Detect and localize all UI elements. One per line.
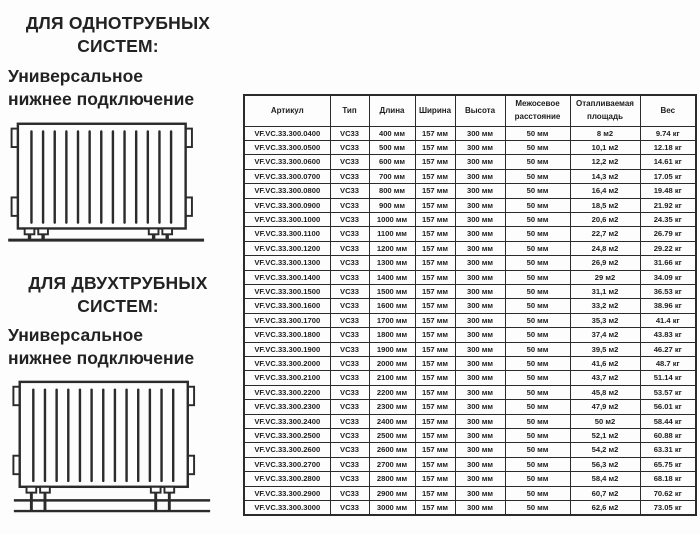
table-cell: 45,8 м2 xyxy=(570,385,640,399)
table-cell: 300 мм xyxy=(455,486,505,500)
table-cell: 3000 мм xyxy=(369,501,415,516)
table-row xyxy=(244,198,696,212)
table-cell: 300 мм xyxy=(455,256,505,270)
table-cell: 35,3 м2 xyxy=(570,313,640,327)
table-cell: VF.VC.33.300.1300 xyxy=(244,256,330,270)
table-cell: 24,8 м2 xyxy=(570,241,640,255)
table-cell: VC33 xyxy=(330,328,369,342)
table-cell: 157 мм xyxy=(415,284,455,298)
table-cell: 52,1 м2 xyxy=(570,429,640,443)
table-cell: 157 мм xyxy=(415,414,455,428)
table-cell: 300 мм xyxy=(455,241,505,255)
spec-table-head xyxy=(244,95,696,126)
table-cell: 2000 мм xyxy=(369,357,415,371)
table-cell: 53.57 кг xyxy=(640,385,696,399)
two-pipe-title-line2: СИСТЕМ: xyxy=(77,296,159,317)
table-cell: VF.VC.33.300.2100 xyxy=(244,371,330,385)
table-cell: 157 мм xyxy=(415,429,455,443)
table-cell: VF.VC.33.300.1100 xyxy=(244,227,330,241)
table-cell: 1200 мм xyxy=(369,241,415,255)
table-cell: 157 мм xyxy=(415,126,455,140)
table-cell: 37,4 м2 xyxy=(570,328,640,342)
two-pipe-section-subtitle xyxy=(8,324,236,370)
table-cell: VF.VC.33.300.1900 xyxy=(244,342,330,356)
table-row xyxy=(244,486,696,500)
table-row xyxy=(244,328,696,342)
table-cell: 300 мм xyxy=(455,212,505,226)
table-cell: VC33 xyxy=(330,184,369,198)
table-cell: 56,3 м2 xyxy=(570,457,640,471)
table-cell: 58.44 кг xyxy=(640,414,696,428)
table-cell: VF.VC.33.300.0800 xyxy=(244,184,330,198)
table-cell: 157 мм xyxy=(415,270,455,284)
table-cell: 50 мм xyxy=(505,198,570,212)
table-cell: 700 мм xyxy=(369,169,415,183)
table-cell: 34.09 кг xyxy=(640,270,696,284)
table-cell: 157 мм xyxy=(415,371,455,385)
column-header: Высота xyxy=(455,95,505,126)
table-cell: 300 мм xyxy=(455,155,505,169)
table-cell: 2700 мм xyxy=(369,457,415,471)
table-cell: 51.14 кг xyxy=(640,371,696,385)
table-cell: 2800 мм xyxy=(369,472,415,486)
table-cell: 157 мм xyxy=(415,501,455,516)
two-pipe-section-title xyxy=(0,272,236,318)
table-cell: 157 мм xyxy=(415,443,455,457)
table-cell: 60.88 кг xyxy=(640,429,696,443)
table-cell: 300 мм xyxy=(455,501,505,516)
table-cell: 300 мм xyxy=(455,198,505,212)
table-cell: 157 мм xyxy=(415,198,455,212)
table-cell: 300 мм xyxy=(455,342,505,356)
table-cell: VC33 xyxy=(330,155,369,169)
table-cell: VF.VC.33.300.0600 xyxy=(244,155,330,169)
table-cell: 31.66 кг xyxy=(640,256,696,270)
table-cell: 50 мм xyxy=(505,169,570,183)
table-cell: 50 мм xyxy=(505,443,570,457)
table-cell: 157 мм xyxy=(415,486,455,500)
single-pipe-section-title xyxy=(0,12,236,58)
spec-table xyxy=(243,94,697,516)
table-row xyxy=(244,429,696,443)
table-row xyxy=(244,155,696,169)
table-cell: 157 мм xyxy=(415,169,455,183)
table-cell: 43.83 кг xyxy=(640,328,696,342)
table-cell: 50 мм xyxy=(505,357,570,371)
table-cell: 900 мм xyxy=(369,198,415,212)
table-cell: 50 мм xyxy=(505,256,570,270)
table-row xyxy=(244,256,696,270)
table-row xyxy=(244,342,696,356)
table-cell: 50 мм xyxy=(505,486,570,500)
table-cell: VF.VC.33.300.0700 xyxy=(244,169,330,183)
table-cell: 63.31 кг xyxy=(640,443,696,457)
table-cell: VF.VC.33.300.2500 xyxy=(244,429,330,443)
table-cell: 50 мм xyxy=(505,184,570,198)
table-row xyxy=(244,457,696,471)
table-cell: 300 мм xyxy=(455,457,505,471)
table-cell: 800 мм xyxy=(369,184,415,198)
table-cell: 1400 мм xyxy=(369,270,415,284)
table-cell: 157 мм xyxy=(415,400,455,414)
table-cell: VC33 xyxy=(330,371,369,385)
table-cell: VC33 xyxy=(330,126,369,140)
table-cell: VC33 xyxy=(330,212,369,226)
table-cell: VF.VC.33.300.1800 xyxy=(244,328,330,342)
table-cell: 70.62 кг xyxy=(640,486,696,500)
column-header: Артикул xyxy=(244,95,330,126)
table-cell: 50 мм xyxy=(505,299,570,313)
table-cell: VF.VC.33.300.2800 xyxy=(244,472,330,486)
table-cell: VF.VC.33.300.0400 xyxy=(244,126,330,140)
table-cell: 300 мм xyxy=(455,270,505,284)
table-cell: 50 мм xyxy=(505,472,570,486)
table-cell: 68.18 кг xyxy=(640,472,696,486)
table-cell: VC33 xyxy=(330,472,369,486)
table-cell: 50 мм xyxy=(505,126,570,140)
table-cell: 300 мм xyxy=(455,443,505,457)
table-cell: 1700 мм xyxy=(369,313,415,327)
table-cell: 12.18 кг xyxy=(640,140,696,154)
table-cell: 14.61 кг xyxy=(640,155,696,169)
table-cell: 41,6 м2 xyxy=(570,357,640,371)
column-header: Тип xyxy=(330,95,369,126)
table-cell: 33,2 м2 xyxy=(570,299,640,313)
radiator-two-pipe-diagram-icon xyxy=(10,374,214,518)
table-cell: 157 мм xyxy=(415,328,455,342)
table-cell: VC33 xyxy=(330,198,369,212)
table-cell: VC33 xyxy=(330,443,369,457)
table-cell: 50 мм xyxy=(505,227,570,241)
table-row xyxy=(244,400,696,414)
table-cell: 1300 мм xyxy=(369,256,415,270)
table-cell: VC33 xyxy=(330,313,369,327)
table-cell: 157 мм xyxy=(415,155,455,169)
table-row xyxy=(244,385,696,399)
table-cell: 157 мм xyxy=(415,385,455,399)
table-row xyxy=(244,501,696,516)
table-cell: 300 мм xyxy=(455,313,505,327)
table-cell: 157 мм xyxy=(415,241,455,255)
table-cell: VC33 xyxy=(330,342,369,356)
table-cell: 50 мм xyxy=(505,241,570,255)
table-cell: VC33 xyxy=(330,299,369,313)
table-cell: 50 мм xyxy=(505,155,570,169)
table-cell: 9.74 кг xyxy=(640,126,696,140)
table-cell: 157 мм xyxy=(415,256,455,270)
table-cell: 157 мм xyxy=(415,357,455,371)
table-cell: 300 мм xyxy=(455,227,505,241)
table-cell: 54,2 м2 xyxy=(570,443,640,457)
table-cell: 157 мм xyxy=(415,184,455,198)
table-cell: VC33 xyxy=(330,400,369,414)
table-cell: 50 мм xyxy=(505,429,570,443)
table-row xyxy=(244,184,696,198)
table-cell: 1000 мм xyxy=(369,212,415,226)
table-cell: 39,5 м2 xyxy=(570,342,640,356)
table-row xyxy=(244,126,696,140)
table-cell: 17.05 кг xyxy=(640,169,696,183)
table-cell: 300 мм xyxy=(455,140,505,154)
spec-table-body xyxy=(244,126,696,515)
table-cell: 50 мм xyxy=(505,212,570,226)
table-cell: VC33 xyxy=(330,227,369,241)
table-cell: 46.27 кг xyxy=(640,342,696,356)
table-cell: VF.VC.33.300.2200 xyxy=(244,385,330,399)
table-cell: 21.92 кг xyxy=(640,198,696,212)
table-cell: 62,6 м2 xyxy=(570,501,640,516)
table-cell: 300 мм xyxy=(455,371,505,385)
table-cell: VF.VC.33.300.1400 xyxy=(244,270,330,284)
table-cell: 600 мм xyxy=(369,155,415,169)
table-cell: 300 мм xyxy=(455,299,505,313)
two-pipe-subtitle-line2: нижнее подключение xyxy=(8,347,195,368)
table-cell: VF.VC.33.300.3000 xyxy=(244,501,330,516)
table-cell: 65.75 кг xyxy=(640,457,696,471)
table-cell: 300 мм xyxy=(455,472,505,486)
table-cell: 1500 мм xyxy=(369,284,415,298)
table-cell: 300 мм xyxy=(455,414,505,428)
table-row xyxy=(244,472,696,486)
column-header: Межосевое расстояние xyxy=(505,95,570,126)
table-cell: 2600 мм xyxy=(369,443,415,457)
table-cell: 50 мм xyxy=(505,501,570,516)
table-cell: VF.VC.33.300.2900 xyxy=(244,486,330,500)
table-cell: VC33 xyxy=(330,256,369,270)
table-cell: 26,9 м2 xyxy=(570,256,640,270)
table-cell: 157 мм xyxy=(415,472,455,486)
table-cell: 300 мм xyxy=(455,284,505,298)
table-cell: VF.VC.33.300.1000 xyxy=(244,212,330,226)
table-row xyxy=(244,169,696,183)
table-cell: 22,7 м2 xyxy=(570,227,640,241)
table-cell: 16,4 м2 xyxy=(570,184,640,198)
table-row xyxy=(244,443,696,457)
column-header: Отапливаемая площадь xyxy=(570,95,640,126)
table-cell: VF.VC.33.300.2400 xyxy=(244,414,330,428)
table-cell: 73.05 кг xyxy=(640,501,696,516)
table-row xyxy=(244,241,696,255)
table-cell: VC33 xyxy=(330,457,369,471)
table-cell: 47,9 м2 xyxy=(570,400,640,414)
table-cell: VF.VC.33.300.2300 xyxy=(244,400,330,414)
table-cell: 2300 мм xyxy=(369,400,415,414)
radiator-single-pipe-diagram-icon xyxy=(8,116,212,244)
table-cell: 50 мм xyxy=(505,342,570,356)
table-cell: VC33 xyxy=(330,486,369,500)
table-cell: 50 мм xyxy=(505,284,570,298)
table-row xyxy=(244,227,696,241)
table-cell: 50 мм xyxy=(505,371,570,385)
table-cell: 14,3 м2 xyxy=(570,169,640,183)
left-panel xyxy=(0,0,240,535)
table-cell: VC33 xyxy=(330,270,369,284)
table-cell: 20,6 м2 xyxy=(570,212,640,226)
table-cell: 157 мм xyxy=(415,313,455,327)
table-cell: 157 мм xyxy=(415,457,455,471)
table-row xyxy=(244,357,696,371)
table-cell: 19.48 кг xyxy=(640,184,696,198)
table-cell: 1600 мм xyxy=(369,299,415,313)
table-cell: 60,7 м2 xyxy=(570,486,640,500)
table-row xyxy=(244,371,696,385)
table-cell: 1800 мм xyxy=(369,328,415,342)
table-cell: 43,7 м2 xyxy=(570,371,640,385)
table-cell: 12,2 м2 xyxy=(570,155,640,169)
table-cell: 2900 мм xyxy=(369,486,415,500)
two-pipe-subtitle-line1: Универсальное xyxy=(8,325,144,345)
table-cell: 8 м2 xyxy=(570,126,640,140)
table-cell: VC33 xyxy=(330,357,369,371)
table-cell: 500 мм xyxy=(369,140,415,154)
table-cell: VF.VC.33.300.0500 xyxy=(244,140,330,154)
table-cell: 1100 мм xyxy=(369,227,415,241)
table-cell: 300 мм xyxy=(455,184,505,198)
single-pipe-title-line1: ДЛЯ ОДНОТРУБНЫХ xyxy=(25,13,211,33)
table-cell: 300 мм xyxy=(455,400,505,414)
table-cell: VF.VC.33.300.2000 xyxy=(244,357,330,371)
table-row xyxy=(244,299,696,313)
table-cell: VF.VC.33.300.1200 xyxy=(244,241,330,255)
table-cell: 50 мм xyxy=(505,270,570,284)
table-cell: 10,1 м2 xyxy=(570,140,640,154)
column-header: Ширина xyxy=(415,95,455,126)
single-pipe-title-line2: СИСТЕМ: xyxy=(77,36,159,57)
table-cell: 157 мм xyxy=(415,342,455,356)
table-cell: 50 мм xyxy=(505,313,570,327)
table-cell: 300 мм xyxy=(455,328,505,342)
table-row xyxy=(244,414,696,428)
table-cell: 36.53 кг xyxy=(640,284,696,298)
table-row xyxy=(244,212,696,226)
table-cell: 300 мм xyxy=(455,126,505,140)
table-cell: VC33 xyxy=(330,501,369,516)
two-pipe-title-line1: ДЛЯ ДВУХТРУБНЫХ xyxy=(28,273,208,293)
table-cell: 2400 мм xyxy=(369,414,415,428)
table-cell: 50 м2 xyxy=(570,414,640,428)
table-cell: 2100 мм xyxy=(369,371,415,385)
table-cell: 1900 мм xyxy=(369,342,415,356)
table-row xyxy=(244,270,696,284)
table-cell: VC33 xyxy=(330,140,369,154)
table-cell: 26.79 кг xyxy=(640,227,696,241)
table-cell: 2500 мм xyxy=(369,429,415,443)
table-cell: 400 мм xyxy=(369,126,415,140)
table-cell: VF.VC.33.300.1500 xyxy=(244,284,330,298)
spec-table-container xyxy=(243,94,695,516)
table-cell: 38.96 кг xyxy=(640,299,696,313)
header-row xyxy=(244,95,696,126)
table-cell: 29 м2 xyxy=(570,270,640,284)
table-cell: 58,4 м2 xyxy=(570,472,640,486)
table-cell: VC33 xyxy=(330,169,369,183)
table-cell: VF.VC.33.300.0900 xyxy=(244,198,330,212)
table-cell: 300 мм xyxy=(455,385,505,399)
table-cell: 50 мм xyxy=(505,140,570,154)
table-cell: 300 мм xyxy=(455,357,505,371)
table-row xyxy=(244,140,696,154)
table-cell: 157 мм xyxy=(415,140,455,154)
table-cell: VF.VC.33.300.2700 xyxy=(244,457,330,471)
table-cell: 31,1 м2 xyxy=(570,284,640,298)
table-row xyxy=(244,284,696,298)
table-cell: 300 мм xyxy=(455,429,505,443)
single-pipe-subtitle-line1: Универсальное xyxy=(8,66,144,86)
table-cell: 24.35 кг xyxy=(640,212,696,226)
single-pipe-section-subtitle xyxy=(8,65,236,111)
table-cell: VC33 xyxy=(330,385,369,399)
table-row xyxy=(244,313,696,327)
table-cell: VC33 xyxy=(330,429,369,443)
table-cell: 300 мм xyxy=(455,169,505,183)
table-cell: 50 мм xyxy=(505,414,570,428)
table-cell: VF.VC.33.300.2600 xyxy=(244,443,330,457)
column-header: Длина xyxy=(369,95,415,126)
table-cell: 50 мм xyxy=(505,457,570,471)
table-cell: 50 мм xyxy=(505,328,570,342)
table-cell: 157 мм xyxy=(415,227,455,241)
table-cell: 157 мм xyxy=(415,212,455,226)
table-cell: 41.4 кг xyxy=(640,313,696,327)
table-cell: VC33 xyxy=(330,414,369,428)
table-cell: 50 мм xyxy=(505,385,570,399)
single-pipe-subtitle-line2: нижнее подключение xyxy=(8,88,195,109)
table-cell: 2200 мм xyxy=(369,385,415,399)
table-cell: VF.VC.33.300.1600 xyxy=(244,299,330,313)
table-cell: 157 мм xyxy=(415,299,455,313)
table-cell: VF.VC.33.300.1700 xyxy=(244,313,330,327)
table-cell: VC33 xyxy=(330,241,369,255)
table-cell: VC33 xyxy=(330,284,369,298)
table-cell: 29.22 кг xyxy=(640,241,696,255)
column-header: Вес xyxy=(640,95,696,126)
table-cell: 18,5 м2 xyxy=(570,198,640,212)
table-cell: 50 мм xyxy=(505,400,570,414)
table-cell: 56.01 кг xyxy=(640,400,696,414)
table-cell: 48.7 кг xyxy=(640,357,696,371)
